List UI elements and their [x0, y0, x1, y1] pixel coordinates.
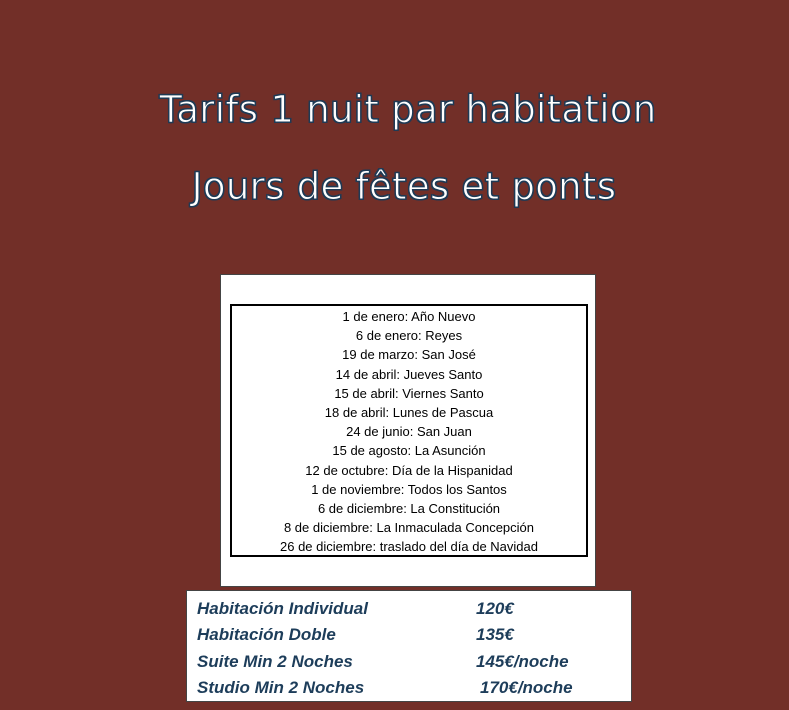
- price-row: [197, 625, 617, 651]
- room-price: 170€/noche: [480, 678, 573, 697]
- room-type: Habitación Individual: [197, 599, 368, 618]
- room-price: 120€: [476, 599, 514, 618]
- price-row: [197, 678, 617, 704]
- holiday-item: 8 de diciembre: La Inmaculada Concepción: [283, 520, 535, 536]
- page-subtitle: Jours de fêtes et ponts: [191, 165, 617, 208]
- room-type: Habitación Doble: [197, 625, 336, 644]
- room-price: 135€: [476, 625, 514, 644]
- price-table: [186, 590, 632, 702]
- price-row: [197, 652, 617, 678]
- holiday-item: 24 de junio: San Juan: [346, 424, 472, 440]
- holiday-item: 6 de diciembre: La Constitución: [317, 500, 501, 516]
- room-type: Suite Min 2 Noches: [197, 652, 353, 671]
- holiday-item: 19 de marzo: San José: [342, 347, 476, 363]
- page-title: Tarifs 1 nuit par habitation: [159, 88, 657, 131]
- holiday-item: 18 de abril: Lunes de Pascua: [324, 404, 494, 420]
- holiday-panel: [220, 274, 596, 587]
- holiday-item: 14 de abril: Jueves Santo: [335, 366, 483, 382]
- holiday-item: 12 de octubre: Día de la Hispanidad: [305, 462, 513, 478]
- holiday-list-box: [230, 304, 588, 557]
- holiday-list: [232, 307, 586, 556]
- holiday-item: 26 de diciembre: traslado del día de Navidad: [280, 539, 538, 555]
- holiday-item: 1 de enero: Año Nuevo: [342, 309, 476, 324]
- holiday-item: 15 de agosto: La Asunción: [332, 443, 486, 459]
- price-row: [197, 599, 617, 625]
- room-price: 145€/noche: [476, 652, 569, 671]
- room-type: Studio Min 2 Noches: [197, 678, 365, 697]
- holiday-item: 1 de noviembre: Todos los Santos: [311, 481, 507, 497]
- holiday-item: 15 de abril: Viernes Santo: [334, 385, 484, 401]
- holiday-item: 6 de enero: Reyes: [355, 328, 463, 344]
